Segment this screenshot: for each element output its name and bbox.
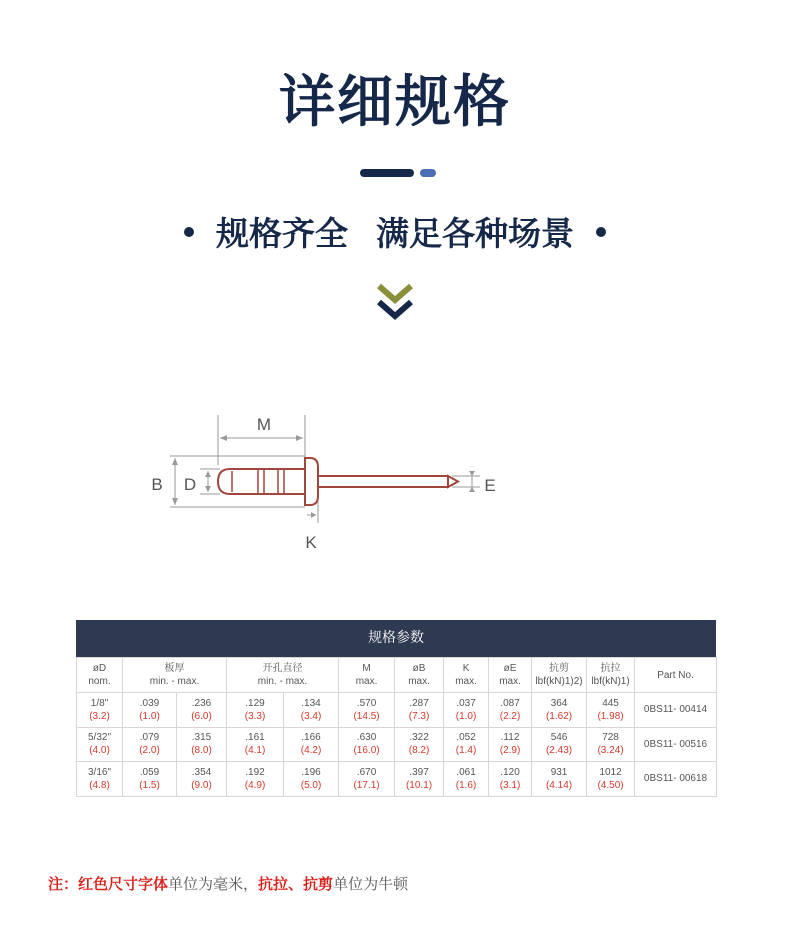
chevron-down-icon: [375, 282, 415, 322]
page-title: 详细规格: [279, 70, 511, 135]
subtitle-left: 规格齐全: [216, 214, 348, 253]
table-row: 5/32" (4.0) .079 (2.0) .315 (8.0) .161 (4.1) .166 (4.2) .630 (16.0) .322 (8.2) .052 (1.4) .112 (2.9) 546 (2.43) 728 (3.24) 0BS11- 00516: [77, 727, 717, 762]
table-row: 1/8" (3.2) .039 (1.0) .236 (6.0) .129 (3.3) .134 (3.4) .570 (14.5) .287 (7.3) .037 (1.0) .087 (2.2) 364 (1.62) 445 (1.98) 0BS11- 00414: [77, 693, 717, 728]
col-header-hole: 开孔直径 min. - max.: [227, 658, 339, 693]
col-header-m: M max.: [339, 658, 395, 693]
col-header-thickness: 板厚 min. - max.: [123, 658, 227, 693]
spec-table: [76, 620, 716, 797]
rivet-diagram: [140, 405, 520, 555]
col-header-k: K max.: [444, 658, 489, 693]
subtitle-right: 满足各种场景: [376, 214, 574, 253]
spec-table-title: 规格参数: [76, 620, 716, 657]
col-header-d: øD nom.: [77, 658, 123, 693]
label-d: D: [183, 475, 197, 494]
label-m: M: [256, 415, 272, 434]
label-e: E: [484, 476, 496, 495]
label-k: K: [305, 533, 317, 552]
col-header-b: øB max.: [395, 658, 444, 693]
table-header-row: [77, 658, 717, 693]
col-header-shear: 抗剪 lbf(kN)1)2): [532, 658, 587, 693]
col-header-tensile: 抗拉 lbf(kN)1): [587, 658, 635, 693]
table-row: 3/16" (4.8) .059 (1.5) .354 (9.0) .192 (4.9) .196 (5.0) .670 (17.1) .397 (10.1) .061 (1.6) .120 (3.1) 931 (4.14) 1012 (4.50) 0BS11- 00618: [77, 762, 717, 797]
col-header-part: Part No.: [635, 658, 717, 693]
subtitle: [0, 208, 790, 255]
label-b: B: [151, 475, 163, 494]
bullet-dot-right: [596, 227, 606, 237]
col-header-e: øE max.: [489, 658, 532, 693]
unit-note: 注：红色尺寸字体单位为毫米，抗拉、抗剪单位为牛顿: [48, 875, 409, 893]
bullet-dot-left: [184, 227, 194, 237]
